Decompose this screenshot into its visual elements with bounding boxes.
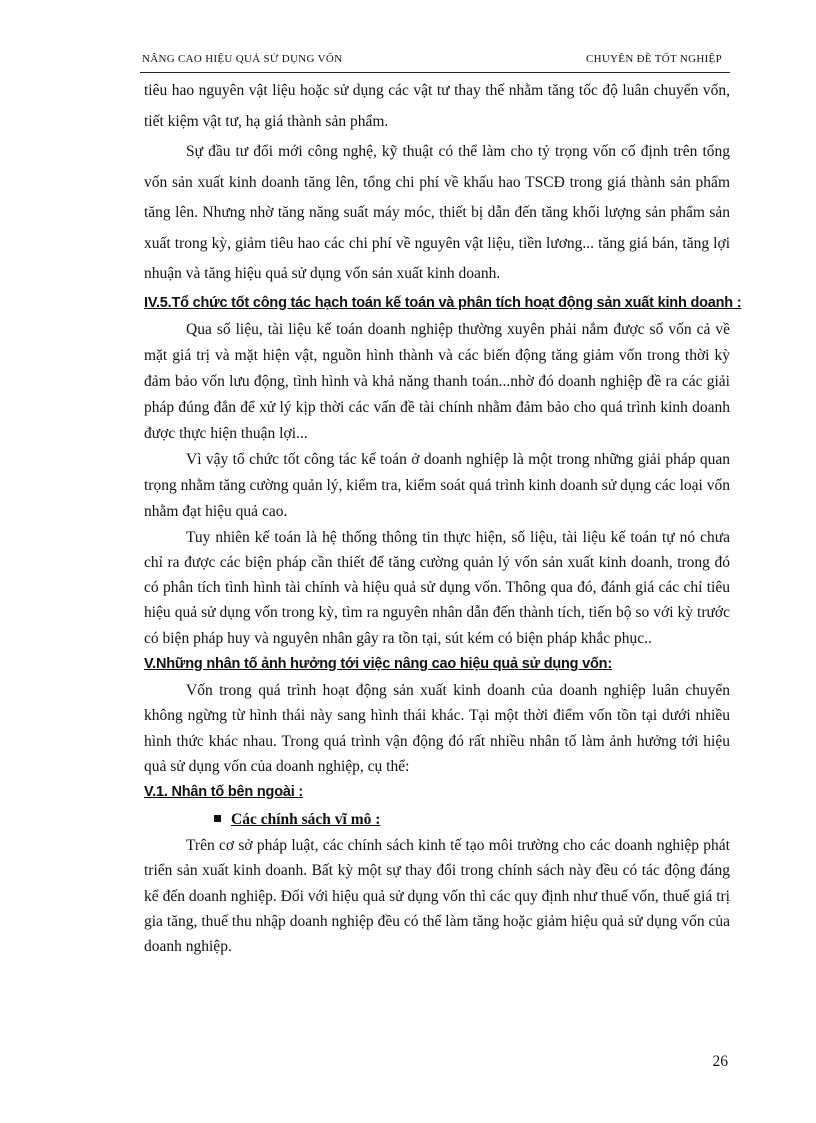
paragraph-capital-circulation: Vốn trong quá trình hoạt động sản xuất kinh doanh của doanh nghiệp luân chuyển không ngừng từ hình thái này sang hình thái khác. Tại một thời điểm vốn tồn tại dưới nhiều hình thức khác nhau. Trong quá trình vận động đó rất nhiều nhân tố làm ảnh hưởng tới hiệu quả sử dụng vốn của doanh nghiệp, cụ thể:: [144, 681, 730, 775]
bullet-label: Các chính sách vĩ mô :: [231, 811, 381, 829]
paragraph-accounting-data: Qua số liệu, tài liệu kế toán doanh nghiệp thường xuyên phải nắm được số vốn cả về mặt giá trị và mặt hiện vật, nguồn hình thành và các biến động tăng giảm vốn trong thời kỳ đảm bảo vốn lưu động, tình hình và khả năng thanh toán...nhờ đó doanh nghiệp đề ra các giải pháp đúng đắn để xử lý kịp thời các vấn đề tài chính nhằm đảm bảo cho quá trình kinh doanh được thực hiện thuận lợi...: [144, 320, 730, 442]
section-heading-v: V.Những nhân tố ảnh hưởng tới việc nâng cao hiệu quả sử dụng vốn:: [144, 655, 612, 672]
page-body: [144, 76, 742, 960]
section-heading-iv5: IV.5.Tổ chức tốt công tác hạch toán kế toán và phân tích hoạt động sản xuất kinh doanh :: [144, 294, 742, 311]
paragraph-continuation: tiêu hao nguyên vật liệu hoặc sử dụng các vật tư thay thế nhằm tăng tốc độ luân chuyển vốn, tiết kiệm vật tư, hạ giá thành sản phẩm.: [144, 82, 730, 130]
running-header: [140, 50, 730, 73]
square-bullet-icon: [214, 815, 221, 822]
paragraph-legal-policies: Trên cơ sở pháp luật, các chính sách kinh tế tạo môi trường cho các doanh nghiệp phát triển sản xuất kinh doanh. Bất kỳ một sự thay đổi trong chính sách này đều có tác động đáng kể đến doanh nghiệp. Đối với hiệu quả sử dụng vốn thì các quy định như thuế vốn, thuế giá trị gia tăng, thuế thu nhập doanh nghiệp đều có thể làm tăng hoặc giảm hiệu quả sử dụng vốn của doanh nghiệp.: [144, 837, 730, 956]
bullet-macro-policies: [214, 806, 730, 833]
paragraph-accounting-limits: Tuy nhiên kế toán là hệ thống thông tin thực hiện, số liệu, tài liệu kế toán tự nó chưa chỉ ra được các biện pháp cần thiết để tăng cường quản lý vốn sản xuất kinh doanh, trong đó có phân tích tình hình tài chính và hiệu quả sử dụng vốn. Thông qua đó, đánh giá các chỉ tiêu hiệu quả sử dụng vốn trong kỳ, tìm ra nguyên nhân dẫn đến thành tích, tiến bộ so với kỳ trước có biện pháp huy và nguyên nhân gây ra tồn tại, sút kém có biện pháp khắc phục..: [144, 528, 730, 647]
header-title-left: NÂNG CAO HIỆU QUẢ SỬ DỤNG VỐN: [142, 53, 343, 65]
page-number: 26: [712, 1053, 728, 1070]
section-heading-v1: V.1. Nhân tố bên ngoài :: [144, 784, 304, 801]
header-title-right: CHUYÊN ĐỀ TỐT NGHIỆP: [585, 53, 722, 65]
paragraph-technology-investment: Sự đầu tư đổi mới công nghệ, kỹ thuật có thể làm cho tỷ trọng vốn cố định trên tổng vốn sản xuất kinh doanh tăng lên, tổng chi phí về khấu hao TSCĐ trong giá thành sản phẩm tăng lên. Nhưng nhờ tăng năng suất máy móc, thiết bị dẫn đến tăng khối lượng sản phẩm sản xuất trong kỳ, giảm tiêu hao các chi phí về nguyên vật liệu, tiền lương... tăng giá bán, tăng lợi nhuận và tăng hiệu quả sử dụng vốn sản xuất kinh doanh.: [144, 143, 730, 282]
paragraph-accounting-organization: Vì vậy tổ chức tốt công tác kế toán ở doanh nghiệp là một trong những giải pháp quan trọng nhằm tăng cường quản lý, kiểm tra, kiểm soát quá trình kinh doanh sử dụng các loại vốn nhằm đạt hiệu quả cao.: [144, 450, 730, 520]
